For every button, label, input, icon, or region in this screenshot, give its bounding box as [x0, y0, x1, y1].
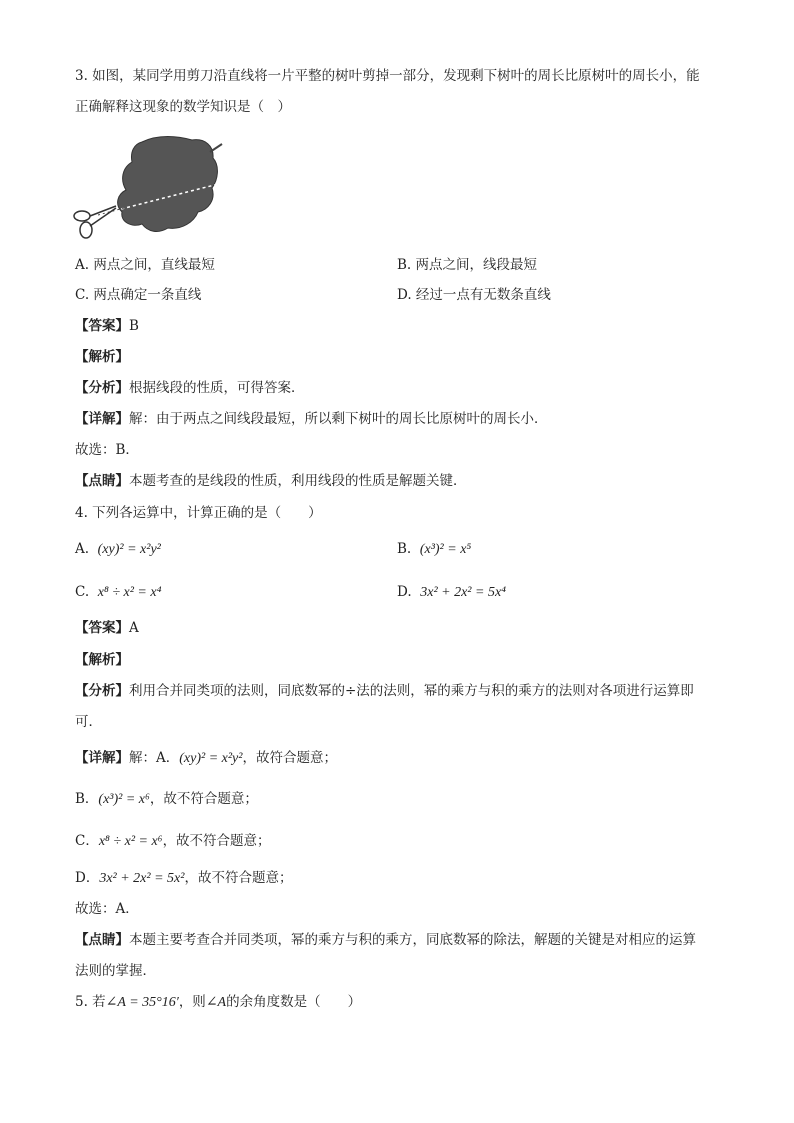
answer-tag: 【答案】 [75, 318, 129, 334]
q3-option-c: C. 两点确定一条直线 [75, 287, 202, 303]
leaf-shape [118, 137, 218, 232]
q4-stem: 4. 下列各运算中，计算正确的是（ ） [75, 505, 322, 521]
q3-stem-line2: 正确解释这现象的数学知识是（ ） [75, 99, 291, 115]
q3-xiangjie: 【详解】解：由于两点之间线段最短，所以剩下树叶的周长比原树叶的周长小． [75, 411, 548, 427]
leaf-scissors-figure [70, 130, 230, 245]
q4-xiangjie-a: 【详解】解：A．(xy)² = x²y²，故符合题意； [75, 750, 337, 766]
q3-option-d: D. 经过一点有无数条直线 [397, 287, 551, 303]
q4-dianjing-line2: 法则的掌握． [75, 963, 156, 979]
q4-dianjing-line1: 【点睛】本题主要考查合并同类项，幂的乘方与积的乘方，同底数幂的除法，解题的关键是对相应的运算 [75, 932, 696, 948]
q4-option-d: D. 3x² + 2x² = 5x⁴ [397, 584, 507, 600]
q3-option-b: B. 两点之间，线段最短 [397, 257, 538, 273]
q3-option-a: A. 两点之间，直线最短 [75, 257, 215, 273]
q4-fenxi-line2: 可． [75, 714, 102, 730]
q4-option-c: C. x⁸ ÷ x² = x⁴ [75, 584, 162, 600]
q3-analysis-tag: 【解析】 [75, 349, 129, 365]
q4-option-b: B. (x³)² = x⁵ [397, 541, 472, 557]
q4-fenxi-line1: 【分析】利用合并同类项的法则，同底数幂的÷法的法则，幂的乘方与积的乘方的法则对各项进行运算即 [75, 683, 694, 699]
scissors-icon [74, 206, 116, 238]
q4-analysis-tag: 【解析】 [75, 652, 129, 668]
q4-xiangjie-c: C．x⁸ ÷ x² = x⁶，故不符合题意； [75, 833, 271, 849]
q3-stem-line1: 3. 如图，某同学用剪刀沿直线将一片平整的树叶剪掉一部分，发现剩下树叶的周长比原树叶的周长小，能 [75, 68, 700, 84]
answer-value: B [129, 318, 139, 334]
q4-xiangjie-b: B．(x³)² = x⁶，故不符合题意； [75, 791, 258, 807]
q3-dianjing: 【点睛】本题考查的是线段的性质，利用线段的性质是解题关键． [75, 473, 467, 489]
q3-answer [75, 317, 139, 335]
q4-option-a: A. (xy)² = x²y² [75, 541, 161, 557]
leaf-stem [210, 144, 222, 152]
q4-xiangjie-d: D．3x² + 2x² = 5x²，故不符合题意； [75, 870, 293, 886]
q3-fenxi: 【分析】根据线段的性质，可得答案． [75, 380, 305, 396]
q4-guxuan: 故选：A． [75, 901, 139, 917]
q4-answer: 【答案】A [75, 620, 139, 636]
q3-guxuan: 故选：B． [75, 442, 139, 458]
q5-stem: 5. 若∠A = 35°16′，则∠A的余角度数是（ ） [75, 994, 362, 1010]
